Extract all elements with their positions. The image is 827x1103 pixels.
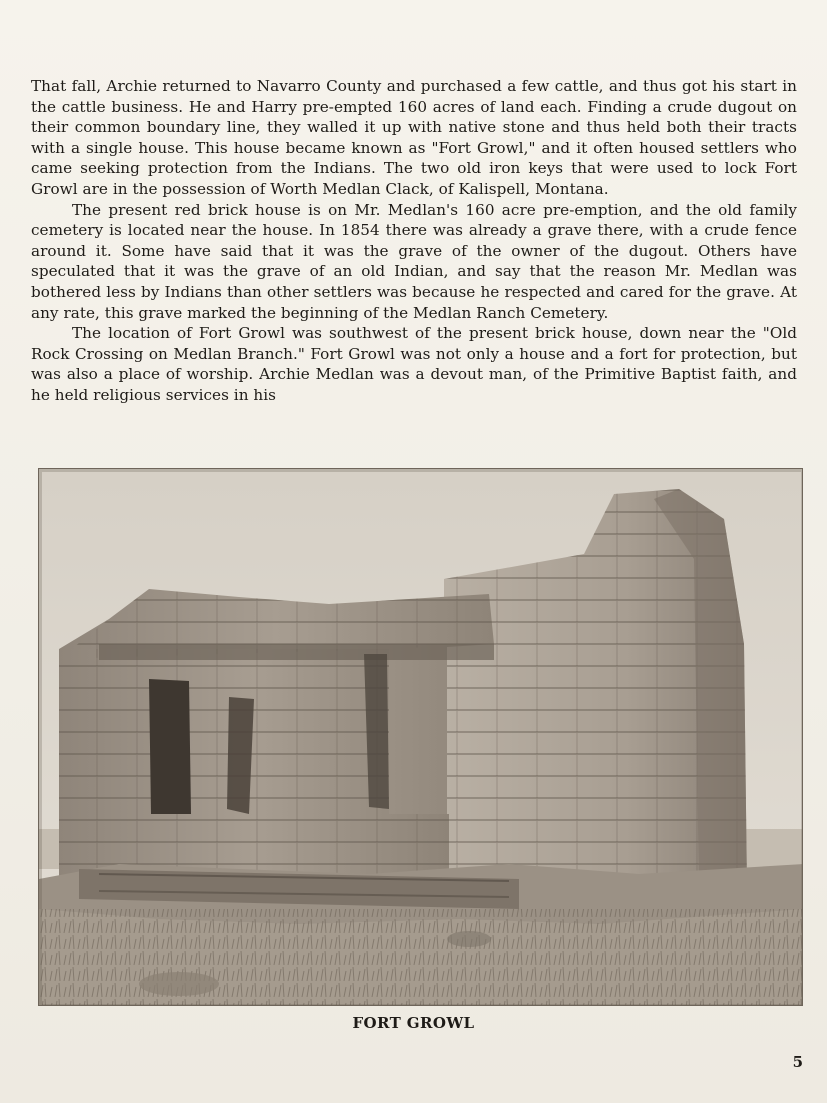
fort-growl-photo <box>38 468 803 1006</box>
paragraph-2: The present red brick house is on Mr. Medlan's 160 acre pre-emption, and the old family cemetery is located near the house. In 1854 there was already a grave there, with a crude fence around it. Some have said that it was the grave of the owner of the dugout. Others have speculated that it was the grave of an old Indian, and say that the reason Mr. Medlan was bothered less by Indians than other settlers was because he respected and cared for the grave. At any rate, this grave marked the beginning of the Medlan Ranch Cemetery. <box>31 200 797 322</box>
photo-caption: FORT GROWL <box>352 1014 475 1032</box>
body-text <box>31 76 797 406</box>
paragraph-1: That fall, Archie returned to Navarro County and purchased a few cattle, and thus got his start in the cattle business. He and Harry pre-empted 160 acres of land each. Finding a crude dugout on their common boundary line, they walled it up with native stone and thus held both their tracts with a single house. This house became known as "Fort Growl," and it often housed settlers who came seeking protection from the Indians. The two old iron keys that were used to lock Fort Growl are in the possession of Worth Medlan Clack, of Kalispell, Montana. <box>31 77 797 198</box>
paragraph-3: The location of Fort Growl was southwest of the present brick house, down near the "Old Rock Crossing on Medlan Branch." Fort Growl was not only a house and a fort for protection, but was also a place of worship. Archie Medlan was a devout man, of the Primitive Baptist faith, and he held religious services in his <box>31 324 797 404</box>
page-number: 5 <box>792 1053 803 1071</box>
left-wall <box>59 589 494 899</box>
